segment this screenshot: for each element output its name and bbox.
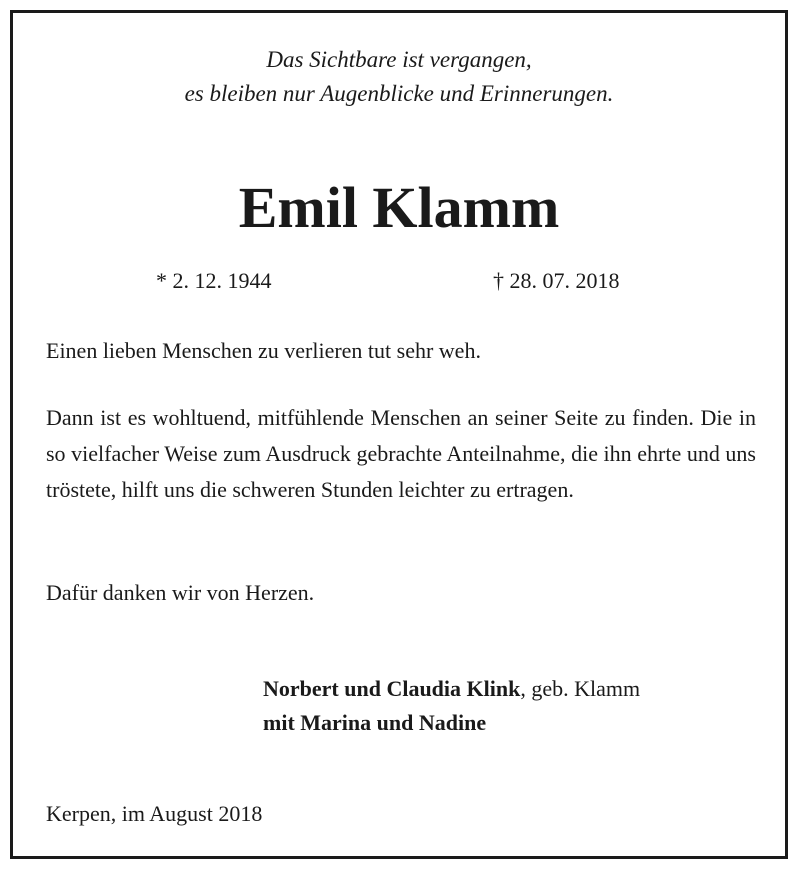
deceased-name: Emil Klamm <box>238 175 560 240</box>
signature-maiden-note: , geb. Klamm <box>520 676 641 701</box>
motto-line-1: Das Sichtbare ist vergangen, <box>266 47 532 72</box>
signature-block <box>263 672 640 740</box>
signature-line-2: mit Marina und Nadine <box>263 710 487 735</box>
signature-names: Norbert und Claudia Klink <box>263 676 521 701</box>
motto-line-2: es bleiben nur Augenblicke und Erinnerungen. <box>184 81 614 106</box>
death-date: † 28. 07. 2018 <box>493 268 620 293</box>
signature-line-1 <box>263 672 640 706</box>
obituary-frame <box>10 10 788 859</box>
birth-date: * 2. 12. 1944 <box>156 268 272 293</box>
paragraph-2: Dann ist es wohltuend, mitfühlende Menschen an seiner Seite zu finden. Die in so vielfacher Weise zum Ausdruck gebrachte Anteilnahme, die ihn ehrte und uns tröstete, hilft uns die schweren Stunden leichter zu ertragen. <box>46 405 756 502</box>
place-date: Kerpen, im August 2018 <box>46 801 263 826</box>
paragraph-1: Einen lieben Menschen zu verlieren tut sehr weh. <box>46 338 481 363</box>
paragraph-3: Dafür danken wir von Herzen. <box>46 580 315 605</box>
motto <box>13 43 785 111</box>
